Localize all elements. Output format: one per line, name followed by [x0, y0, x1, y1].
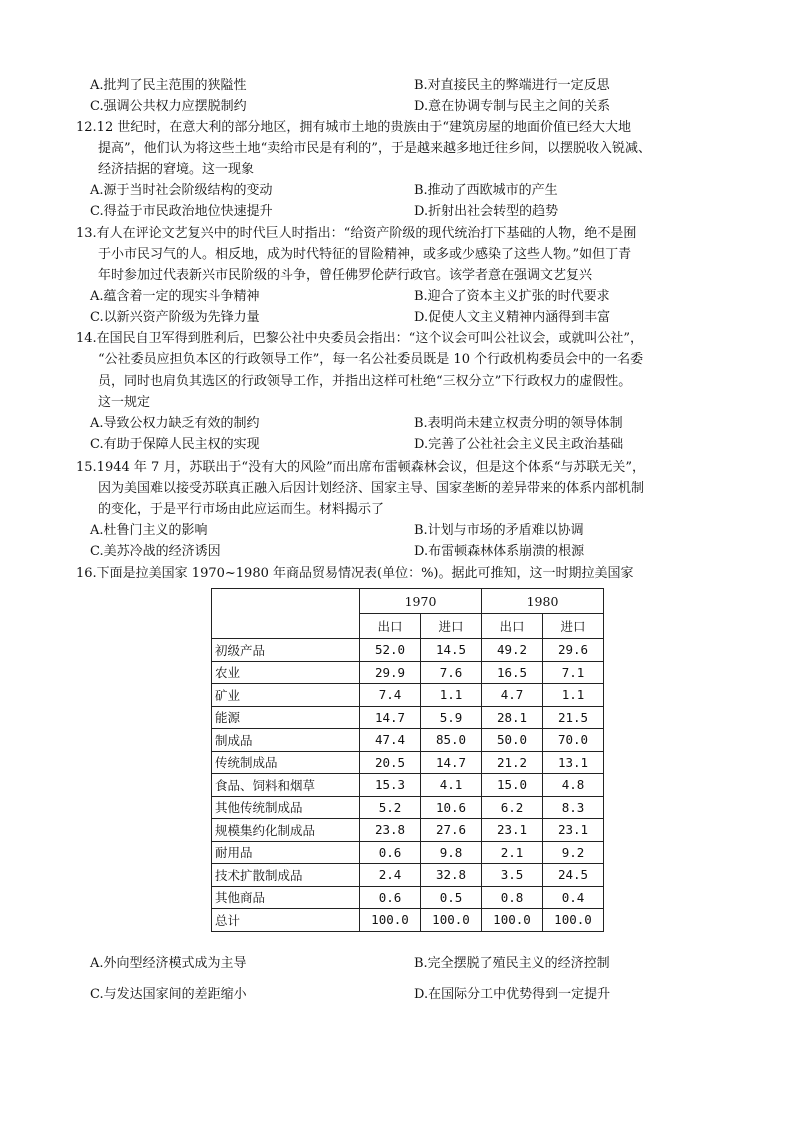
value-cell: 0.8: [482, 886, 543, 909]
q15-stem-line-2: 因为美国难以接受苏联真正融入后因计划经济、国家主导、国家垄断的差异带来的体系内部机制: [98, 481, 645, 496]
table-row: [212, 909, 604, 932]
table-row: [212, 706, 604, 729]
value-cell: 2.1: [482, 841, 543, 864]
row-category-cell: 初级产品: [212, 639, 360, 662]
table-row: [212, 774, 604, 797]
value-cell: 16.5: [482, 661, 543, 684]
q13-option-c: C.以新兴资产阶级为先锋力量: [90, 310, 260, 325]
value-cell: 23.1: [543, 819, 604, 842]
row-category-cell: 矿业: [212, 684, 360, 707]
q14-stem-line-4: 这一规定: [98, 395, 151, 410]
q13-option-b: B.迎合了资本主义扩张的时代要求: [414, 289, 610, 304]
value-cell: 14.7: [421, 751, 482, 774]
value-cell: 0.4: [543, 886, 604, 909]
value-cell: 10.6: [421, 796, 482, 819]
table-row: [212, 864, 604, 887]
value-cell: 50.0: [482, 729, 543, 752]
table-corner-cell: [212, 589, 360, 639]
table-row: [212, 661, 604, 684]
q12-option-a: A.源于当时社会阶级结构的变动: [90, 183, 273, 198]
subheader-export-1980: 出口: [482, 614, 543, 639]
value-cell: 2.4: [360, 864, 421, 887]
q12-stem-line-3: 经济拮据的窘境。这一现象: [98, 162, 255, 177]
table-row: [212, 751, 604, 774]
q12-option-d: D.折射出社会转型的趋势: [414, 204, 559, 219]
row-category-cell: 能源: [212, 706, 360, 729]
subheader-import-1980: 进口: [543, 614, 604, 639]
q12-stem-line-2: 提高”，他们认为将这些土地“卖给市民是有利的”，于是越来越多地迁往乡间，以摆脱收入锐减、: [98, 141, 651, 156]
trade-table: [211, 588, 604, 932]
row-category-cell: 耐用品: [212, 841, 360, 864]
q13-option-d: D.促使人文主义精神内涵得到丰富: [414, 310, 611, 325]
q14-stem-line-1: 14.在国民自卫军得到胜利后，巴黎公社中央委员会指出：“这个议会可叫公社议会，或就叫公社”，: [76, 331, 643, 346]
row-category-cell: 食品、饲料和烟草: [212, 774, 360, 797]
value-cell: 4.1: [421, 774, 482, 797]
table-row: [212, 639, 604, 662]
value-cell: 5.2: [360, 796, 421, 819]
q15-option-b: B.计划与市场的矛盾难以协调: [414, 523, 584, 538]
table-header-row: [212, 589, 604, 614]
value-cell: 7.6: [421, 661, 482, 684]
value-cell: 70.0: [543, 729, 604, 752]
value-cell: 9.2: [543, 841, 604, 864]
value-cell: 28.1: [482, 706, 543, 729]
q14-option-d: D.完善了公社社会主义民主政治基础: [414, 437, 624, 452]
value-cell: 1.1: [421, 684, 482, 707]
value-cell: 100.0: [543, 909, 604, 932]
row-category-cell: 其他商品: [212, 886, 360, 909]
value-cell: 21.2: [482, 751, 543, 774]
q16-option-d: D.在国际分工中优势得到一定提升: [414, 987, 611, 1002]
value-cell: 6.2: [482, 796, 543, 819]
value-cell: 15.0: [482, 774, 543, 797]
q15-option-d: D.布雷顿森林体系崩溃的根源: [414, 544, 585, 559]
q14-stem-line-3: 员，同时也肩负其选区的行政领导工作，并指出这样可杜绝“三权分立”下行政权力的虚假性。: [98, 374, 632, 389]
row-category-cell: 农业: [212, 661, 360, 684]
value-cell: 15.3: [360, 774, 421, 797]
value-cell: 23.1: [482, 819, 543, 842]
value-cell: 27.6: [421, 819, 482, 842]
year-1980-header: 1980: [482, 589, 604, 614]
value-cell: 23.8: [360, 819, 421, 842]
value-cell: 47.4: [360, 729, 421, 752]
table-row: [212, 886, 604, 909]
value-cell: 14.5: [421, 639, 482, 662]
q15-stem-line-1: 15.1944 年 7 月，苏联出于“没有大的风险”而出席布雷顿森林会议，但是这个体系“与苏联无关”，: [76, 460, 646, 475]
value-cell: 20.5: [360, 751, 421, 774]
value-cell: 5.9: [421, 706, 482, 729]
row-category-cell: 规模集约化制成品: [212, 819, 360, 842]
q16-option-b: B.完全摆脱了殖民主义的经济控制: [414, 956, 610, 971]
value-cell: 7.4: [360, 684, 421, 707]
row-category-cell: 传统制成品: [212, 751, 360, 774]
subheader-import-1970: 进口: [421, 614, 482, 639]
q12-option-c: C.得益于市民政治地位快速提升: [90, 204, 273, 219]
value-cell: 49.2: [482, 639, 543, 662]
value-cell: 24.5: [543, 864, 604, 887]
value-cell: 8.3: [543, 796, 604, 819]
value-cell: 29.6: [543, 639, 604, 662]
table-body: [212, 639, 604, 932]
row-category-cell: 制成品: [212, 729, 360, 752]
value-cell: 100.0: [360, 909, 421, 932]
q11-option-a: A.批判了民主范围的狭隘性: [90, 78, 247, 93]
row-category-cell: 技术扩散制成品: [212, 864, 360, 887]
year-1970-header: 1970: [360, 589, 482, 614]
q12-stem-line-1: 12.12 世纪时，在意大利的部分地区，拥有城市土地的贵族由于“建筑房屋的地面价值已经大大地: [76, 120, 631, 135]
row-category-cell: 总计: [212, 909, 360, 932]
q13-option-a: A.蕴含着一定的现实斗争精神: [90, 289, 260, 304]
q11-option-c: C.强调公共权力应摆脱制约: [90, 99, 247, 114]
q16-option-c: C.与发达国家间的差距缩小: [90, 987, 247, 1002]
table-row: [212, 684, 604, 707]
row-category-cell: 其他传统制成品: [212, 796, 360, 819]
value-cell: 52.0: [360, 639, 421, 662]
value-cell: 9.8: [421, 841, 482, 864]
value-cell: 4.8: [543, 774, 604, 797]
value-cell: 0.6: [360, 886, 421, 909]
q13-stem-line-1: 13.有人在评论文艺复兴中的时代巨人时指出：“给资产阶级的现代统治打下基础的人物，绝不是囿: [76, 226, 637, 241]
q14-option-c: C.有助于保障人民主权的实现: [90, 437, 260, 452]
table-row: [212, 819, 604, 842]
q13-stem-line-3: 年时参加过代表新兴市民阶级的斗争，曾任佛罗伦萨行政官。该学者意在强调文艺复兴: [98, 268, 593, 283]
q16-stem: 16.下面是拉美国家 1970~1980 年商品贸易情况表(单位：%)。据此可推知，这一时期拉美国家: [76, 566, 634, 581]
value-cell: 100.0: [482, 909, 543, 932]
value-cell: 13.1: [543, 751, 604, 774]
value-cell: 0.6: [360, 841, 421, 864]
value-cell: 100.0: [421, 909, 482, 932]
q12-option-b: B.推动了西欧城市的产生: [414, 183, 558, 198]
q11-option-b: B.对直接民主的弊端进行一定反思: [414, 78, 610, 93]
q16-option-a: A.外向型经济模式成为主导: [90, 956, 247, 971]
q15-option-c: C.美苏冷战的经济诱因: [90, 544, 221, 559]
value-cell: 85.0: [421, 729, 482, 752]
value-cell: 4.7: [482, 684, 543, 707]
value-cell: 14.7: [360, 706, 421, 729]
q15-option-a: A.杜鲁门主义的影响: [90, 523, 208, 538]
subheader-export-1970: 出口: [360, 614, 421, 639]
q14-option-a: A.导致公权力缺乏有效的制约: [90, 416, 260, 431]
value-cell: 21.5: [543, 706, 604, 729]
value-cell: 3.5: [482, 864, 543, 887]
table-row: [212, 796, 604, 819]
value-cell: 7.1: [543, 661, 604, 684]
q14-option-b: B.表明尚未建立权责分明的领导体制: [414, 416, 623, 431]
value-cell: 1.1: [543, 684, 604, 707]
value-cell: 29.9: [360, 661, 421, 684]
value-cell: 0.5: [421, 886, 482, 909]
value-cell: 32.8: [421, 864, 482, 887]
q11-option-d: D.意在协调专制与民主之间的关系: [414, 99, 611, 114]
q15-stem-line-3: 的变化，于是平行市场由此应运而生。材料揭示了: [98, 502, 385, 517]
table-row: [212, 841, 604, 864]
q14-stem-line-2: “公社委员应担负本区的行政领导工作”，每一名公社委员既是 10 个行政机构委员会中的一名委: [98, 352, 644, 367]
q13-stem-line-2: 于小市民习气的人。相反地，成为时代特征的冒险精神，或多或少感染了这些人物。”如但丁青: [98, 247, 632, 262]
table-row: [212, 729, 604, 752]
